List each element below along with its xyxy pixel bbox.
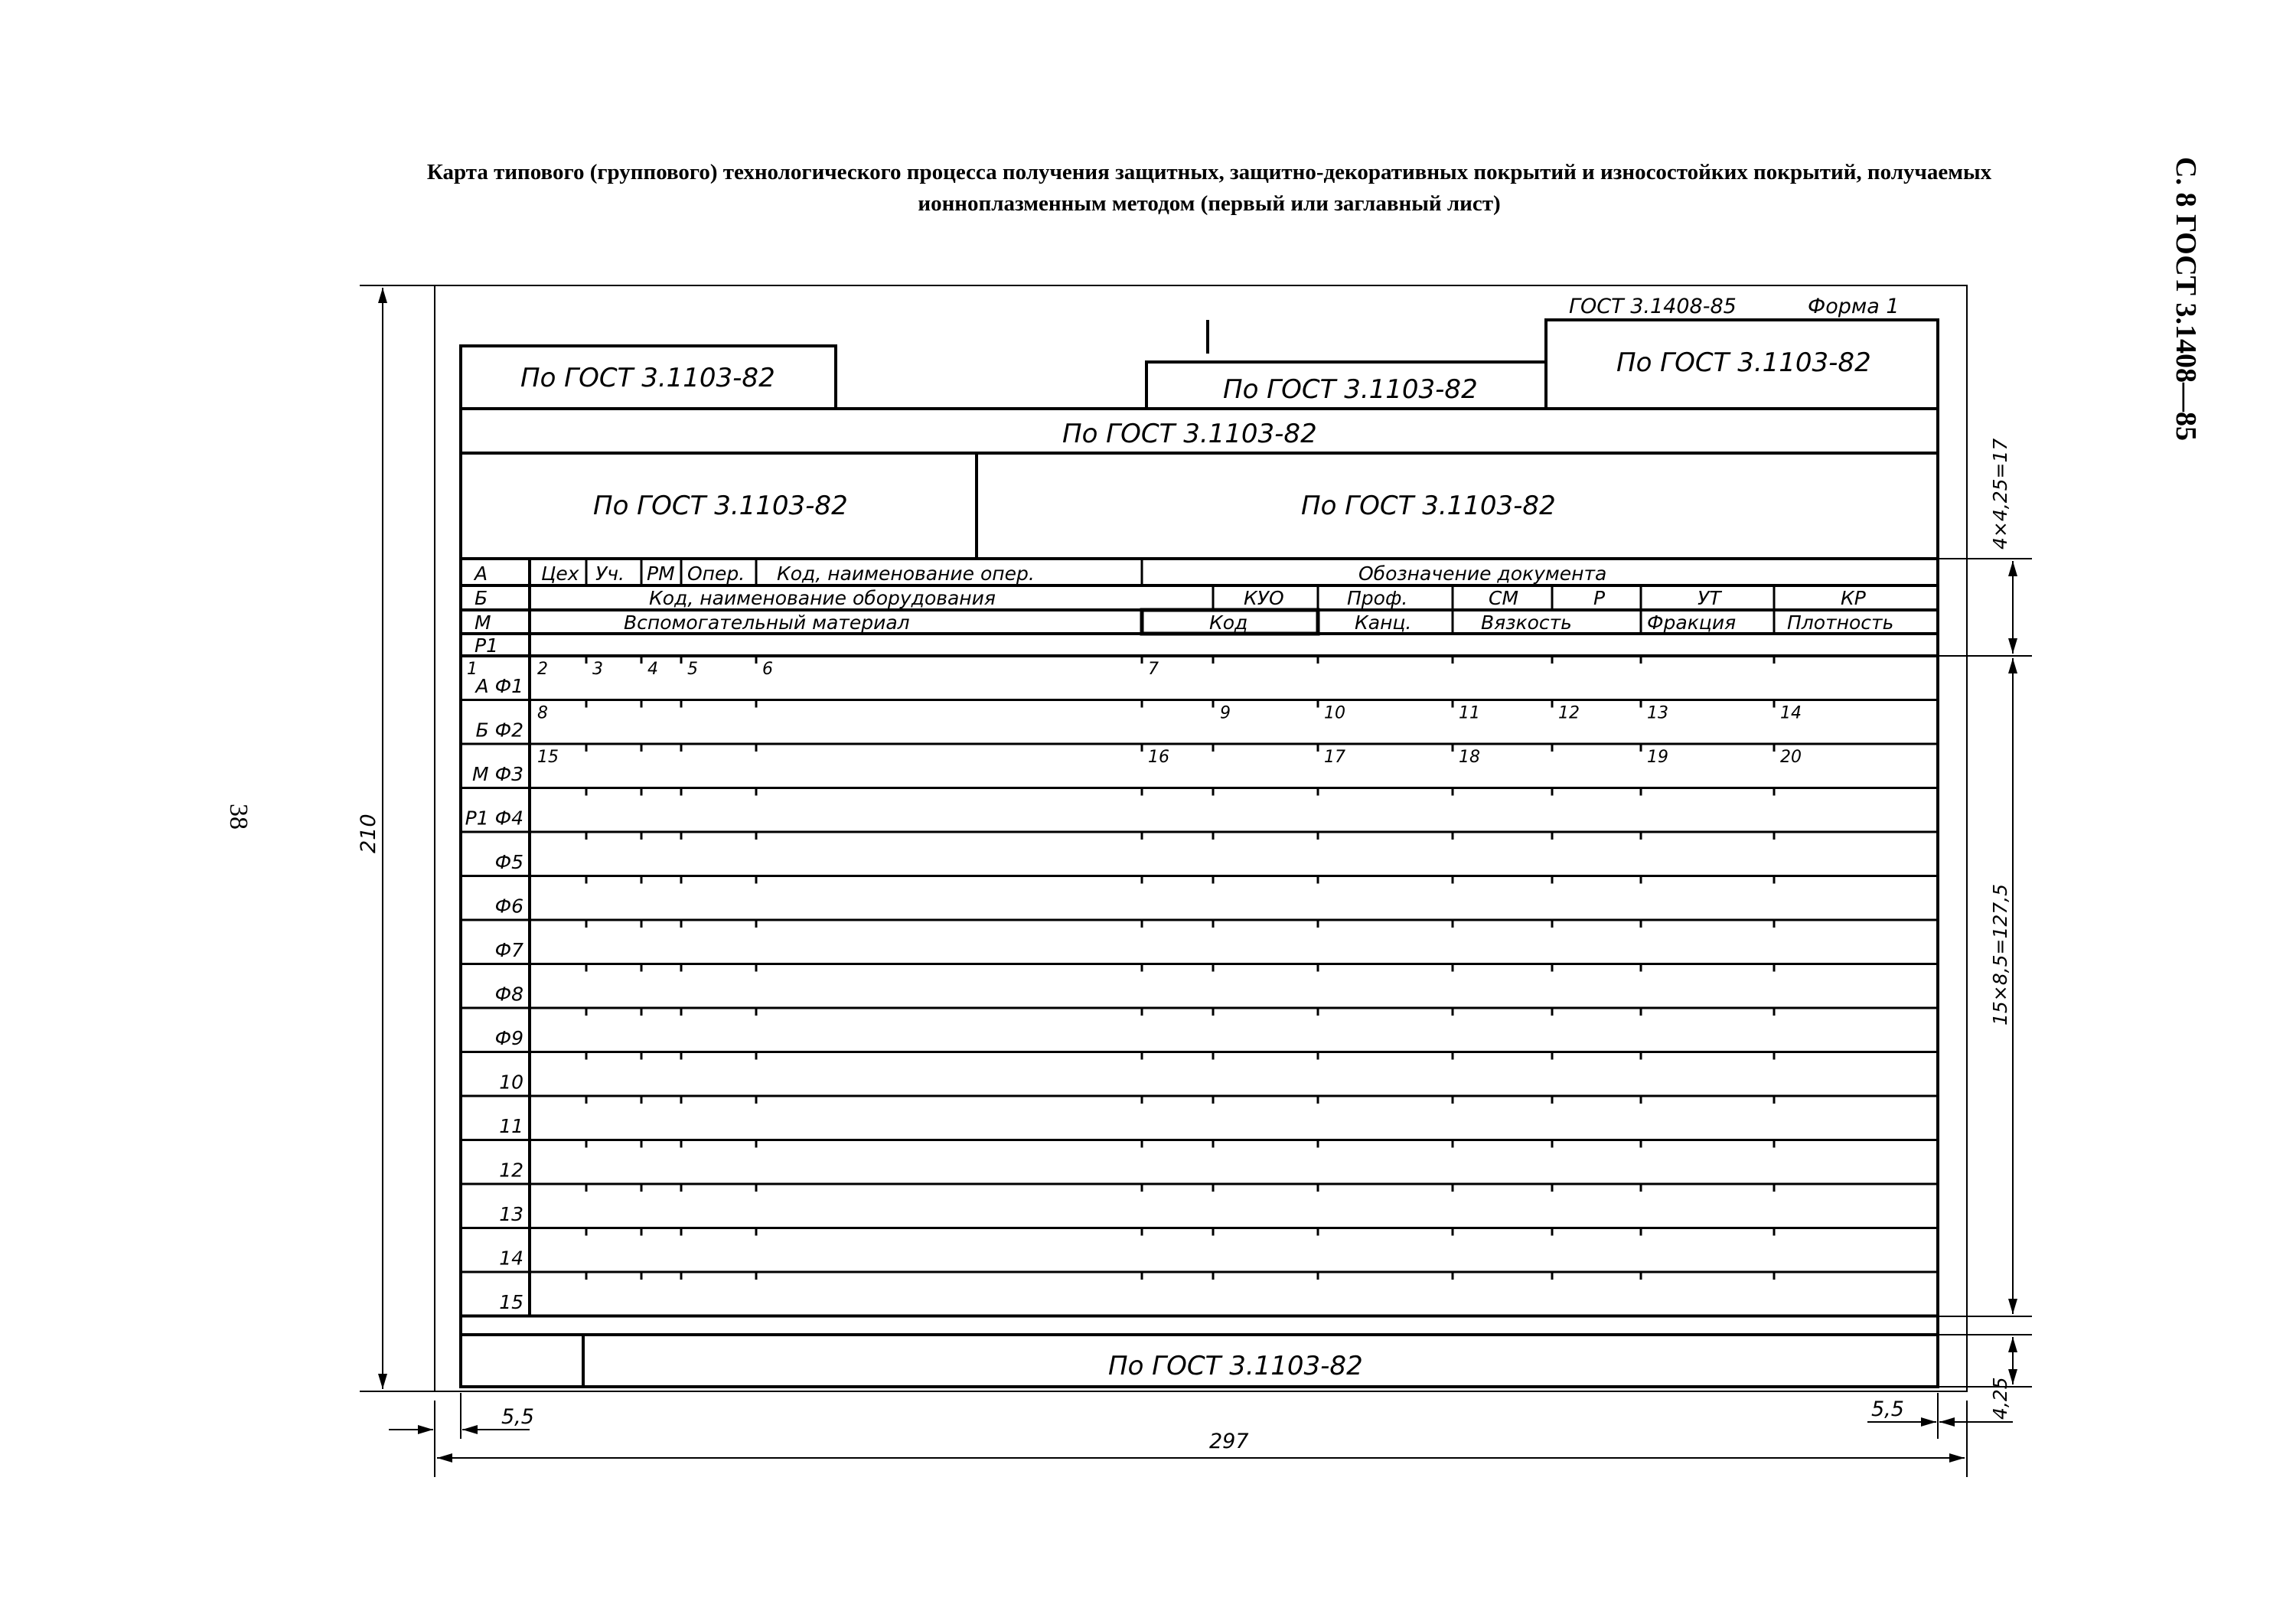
row-label: 14 [499, 1247, 523, 1270]
row-labels [465, 675, 523, 1313]
row-label: 15 [499, 1291, 523, 1313]
hdr-kuo: КУО [1244, 587, 1284, 609]
row-label: А Ф1 [475, 675, 523, 697]
field-number: 13 [1647, 703, 1668, 723]
hdr-kanc: Канц. [1355, 611, 1412, 634]
dim-margin-left: 5,5 [501, 1405, 534, 1429]
field-numbers [467, 660, 1802, 767]
field-number: 9 [1220, 703, 1231, 723]
row-label: Ф8 [494, 983, 523, 1006]
field-number: 6 [762, 660, 773, 679]
hdr-equipment: Код, наименование оборудования [649, 587, 996, 609]
page-title-line2: ионноплазменным методом (первый или заглавный лист) [918, 191, 1501, 216]
row-label-p1: Р1 [475, 634, 498, 657]
dim-header-rows: 4×4,25=17 [1989, 438, 2011, 549]
row-label: М Ф3 [472, 763, 523, 785]
hdr-ut: УТ [1698, 587, 1721, 609]
hdr-prof: Проф. [1347, 587, 1408, 609]
field-number: 10 [1324, 703, 1345, 723]
row-label-a: А [475, 563, 488, 585]
hdr-sm: СМ [1489, 587, 1519, 609]
hdr-viscosity: Вязкость [1481, 611, 1572, 634]
field-number: 15 [537, 748, 559, 767]
field-number: 20 [1780, 748, 1802, 767]
block-mid-left-text: По ГОСТ 3.1103-82 [593, 491, 848, 521]
row-label-b: Б [475, 587, 488, 609]
field-number: 16 [1148, 748, 1169, 767]
field-number: 5 [687, 660, 698, 679]
field-number: 14 [1780, 703, 1802, 723]
hdr-section: Уч. [595, 563, 625, 585]
hdr-operation-name: Код, наименование опер. [777, 563, 1035, 585]
hdr-r: Р [1593, 587, 1606, 609]
field-number: 2 [537, 660, 548, 679]
hdr-workplace: РМ [647, 563, 675, 585]
row-label: 13 [499, 1203, 523, 1225]
row-label: Ф6 [494, 895, 523, 918]
page-header: С. 8 ГОСТ 3.1408—85 [2170, 157, 2202, 441]
field-number: 7 [1148, 660, 1159, 679]
field-number: 12 [1558, 703, 1580, 723]
field-number: 8 [537, 703, 548, 723]
footer-text: По ГОСТ 3.1103-82 [1108, 1351, 1363, 1381]
row-label: 11 [499, 1115, 523, 1137]
row-label: Ф7 [494, 939, 523, 961]
field-number: 11 [1459, 703, 1480, 723]
field-number: 4 [647, 660, 658, 679]
dim-width: 297 [1209, 1430, 1249, 1453]
hdr-density: Плотность [1787, 611, 1894, 634]
dim-body-rows: 15×8,5=127,5 [1989, 883, 2011, 1026]
block-top-right-text: По ГОСТ 3.1103-82 [1616, 347, 1871, 378]
sheet-border [435, 285, 1967, 1391]
field-number: 18 [1459, 748, 1480, 767]
row-label: 12 [499, 1159, 523, 1182]
block-top-mid-text: По ГОСТ 3.1103-82 [1223, 374, 1478, 405]
hdr-fraction: Фракция [1647, 611, 1737, 634]
row-label: 10 [499, 1071, 523, 1094]
hdr-shop: Цех [541, 563, 579, 585]
dim-footer: 4,25 [1989, 1377, 2011, 1420]
row-label: Р1 Ф4 [465, 807, 523, 830]
hdr-kr: КР [1841, 587, 1866, 609]
block-wide-text: По ГОСТ 3.1103-82 [1062, 419, 1317, 449]
standard-label: ГОСТ 3.1408-85 [1569, 295, 1737, 318]
form-label: Форма 1 [1808, 295, 1900, 318]
row-label: Б Ф2 [475, 719, 523, 742]
page-number: 38 [224, 804, 253, 830]
row-label: Ф5 [494, 851, 523, 873]
field-number: 17 [1324, 748, 1345, 767]
page-title-line1: Карта типового (группового) технологического процесса получения защитных, защитно-декоративных покрытий и износостойких покрытий, получаемых [426, 160, 1992, 184]
hdr-operation: Опер. [687, 563, 745, 585]
hdr-document: Обозначение документа [1358, 563, 1607, 585]
row-label-m: М [475, 611, 491, 634]
block-top-left-text: По ГОСТ 3.1103-82 [520, 363, 775, 393]
dim-margin-right: 5,5 [1871, 1397, 1904, 1421]
field-number: 3 [592, 660, 603, 679]
field-number: 19 [1647, 748, 1668, 767]
field-number: 1 [467, 660, 478, 679]
body-rows [461, 656, 1938, 1316]
row-label: Ф9 [494, 1027, 523, 1049]
hdr-material: Вспомогательный материал [624, 611, 910, 634]
block-mid-right-text: По ГОСТ 3.1103-82 [1301, 491, 1556, 521]
hdr-code: Код [1209, 611, 1248, 634]
dim-height: 210 [357, 814, 380, 853]
